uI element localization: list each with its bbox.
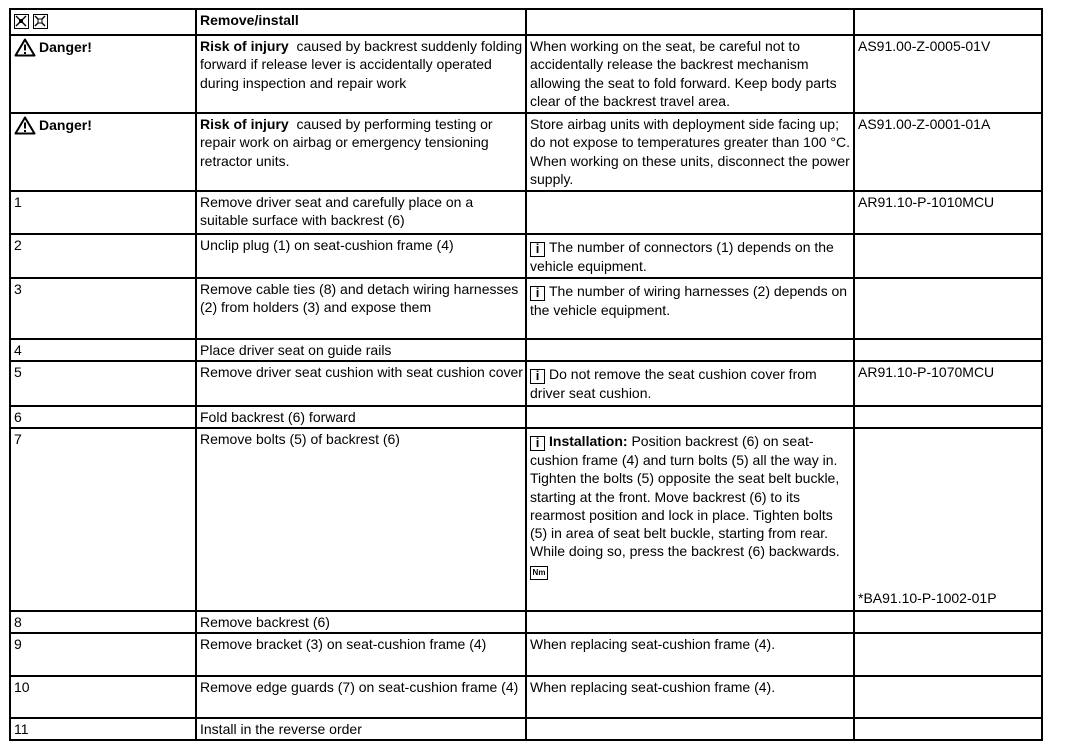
reference-cell xyxy=(854,406,1042,428)
header-icons-cell xyxy=(10,9,196,35)
header-title: Remove/install xyxy=(196,9,526,35)
table-row xyxy=(10,406,1042,428)
note-text: Position backrest (6) on seat-cushion frame (4) and turn bolts (5) all the way in. Tighten the bolts (5) opposite the seat belt buckle, starting at the front. Move backrest (6) to its rearmost position and lock in place. Tighten bolts (5) in area of seat belt buckle, starting from rear. While doing so, press the backrest (6) backwards. xyxy=(530,433,840,560)
note-cell xyxy=(526,406,854,428)
reference-cell xyxy=(854,676,1042,718)
action-cell: Place driver seat on guide rails xyxy=(196,339,526,361)
table-row xyxy=(10,611,1042,633)
danger-label: Danger! xyxy=(39,117,92,134)
table-header-row xyxy=(10,9,1042,35)
note-cell xyxy=(526,361,854,406)
table-row xyxy=(10,113,1042,191)
remove-symbol-icon xyxy=(14,14,29,29)
table-row xyxy=(10,278,1042,339)
table-row xyxy=(10,234,1042,278)
note-text: Do not remove the seat cushion cover from driver seat cushion. xyxy=(530,366,817,401)
note-text: The number of wiring harnesses (2) depends on the vehicle equipment. xyxy=(530,283,848,318)
note-cell: When working on the seat, be careful not to accidentally release the backrest mechanism allowing the seat to fold forward. Keep body parts clear of the backrest travel area. xyxy=(526,35,854,113)
note-cell: Store airbag units with deployment side facing up; do not expose to temperatures greater than 100 °C. When working on these units, disconnect the power supply. xyxy=(526,113,854,191)
step-number: 11 xyxy=(10,718,196,740)
action-cell: Remove bracket (3) on seat-cushion frame (4) xyxy=(196,633,526,676)
step-number: 5 xyxy=(10,361,196,406)
table-row xyxy=(10,633,1042,676)
action-cell: Remove edge guards (7) on seat-cushion frame (4) xyxy=(196,676,526,718)
reference-link[interactable]: AR91.10-P-1010MCU xyxy=(854,191,1042,234)
danger-label-cell xyxy=(10,35,196,113)
reference-cell xyxy=(854,611,1042,633)
reference-link[interactable]: AS91.00-Z-0005-01V xyxy=(854,35,1042,113)
table-row xyxy=(10,361,1042,406)
note-cell xyxy=(526,278,854,339)
danger-label-cell xyxy=(10,113,196,191)
table-row xyxy=(10,339,1042,361)
step-number: 8 xyxy=(10,611,196,633)
action-cell: Unclip plug (1) on seat-cushion frame (4) xyxy=(196,234,526,278)
note-cell xyxy=(526,234,854,278)
step-number: 9 xyxy=(10,633,196,676)
step-number: 6 xyxy=(10,406,196,428)
reference-cell xyxy=(854,428,1042,611)
step-number: 10 xyxy=(10,676,196,718)
risk-heading: Risk of injury xyxy=(200,38,289,54)
info-icon: i xyxy=(530,286,545,301)
reference-cell xyxy=(854,339,1042,361)
note-text: The number of connectors (1) depends on the vehicle equipment. xyxy=(530,239,834,274)
risk-heading: Risk of injury xyxy=(200,116,289,132)
table-row xyxy=(10,676,1042,718)
note-cell: When replacing seat-cushion frame (4). xyxy=(526,633,854,676)
procedure-table xyxy=(9,8,1043,741)
table-row xyxy=(10,428,1042,611)
action-cell: Fold backrest (6) forward xyxy=(196,406,526,428)
action-cell: Remove driver seat cushion with seat cushion cover xyxy=(196,361,526,406)
installation-heading: Installation: xyxy=(549,433,628,449)
reference-link[interactable]: AR91.10-P-1070MCU xyxy=(854,361,1042,406)
action-cell: Remove cable ties (8) and detach wiring harnesses (2) from holders (3) and expose them xyxy=(196,278,526,339)
info-icon: i xyxy=(530,369,545,384)
table-row xyxy=(10,191,1042,234)
step-number: 4 xyxy=(10,339,196,361)
note-cell xyxy=(526,718,854,740)
warning-triangle-icon xyxy=(14,38,36,57)
note-cell: When replacing seat-cushion frame (4). xyxy=(526,676,854,718)
action-cell xyxy=(196,113,526,191)
table-row xyxy=(10,35,1042,113)
step-number: 3 xyxy=(10,278,196,339)
header-empty-cell xyxy=(854,9,1042,35)
table-row xyxy=(10,718,1042,740)
danger-label: Danger! xyxy=(39,39,92,56)
action-cell: Install in the reverse order xyxy=(196,718,526,740)
action-text: caused by performing testing or repair work on airbag or emergency tensioning retractor units. xyxy=(200,116,493,169)
info-icon: i xyxy=(530,242,545,257)
note-cell xyxy=(526,339,854,361)
reference-cell xyxy=(854,718,1042,740)
header-empty-cell xyxy=(526,9,854,35)
torque-nm-icon[interactable]: Nm xyxy=(530,566,548,580)
action-cell: Remove driver seat and carefully place on a suitable surface with backrest (6) xyxy=(196,191,526,234)
step-number: 7 xyxy=(10,428,196,611)
note-cell xyxy=(526,428,854,611)
step-number: 2 xyxy=(10,234,196,278)
action-cell xyxy=(196,35,526,113)
reference-cell xyxy=(854,278,1042,339)
install-symbol-icon xyxy=(33,14,48,29)
note-cell xyxy=(526,611,854,633)
note-cell xyxy=(526,191,854,234)
reference-link[interactable]: *BA91.10-P-1002-01P xyxy=(858,589,997,606)
reference-cell xyxy=(854,234,1042,278)
action-text: caused by backrest suddenly folding forward if release lever is accidentally operated during inspection and repair work xyxy=(200,38,523,91)
step-number: 1 xyxy=(10,191,196,234)
action-cell: Remove backrest (6) xyxy=(196,611,526,633)
warning-triangle-icon xyxy=(14,116,36,135)
action-cell: Remove bolts (5) of backrest (6) xyxy=(196,428,526,611)
reference-cell xyxy=(854,633,1042,676)
reference-link[interactable]: AS91.00-Z-0001-01A xyxy=(854,113,1042,191)
info-icon: i xyxy=(530,436,545,451)
